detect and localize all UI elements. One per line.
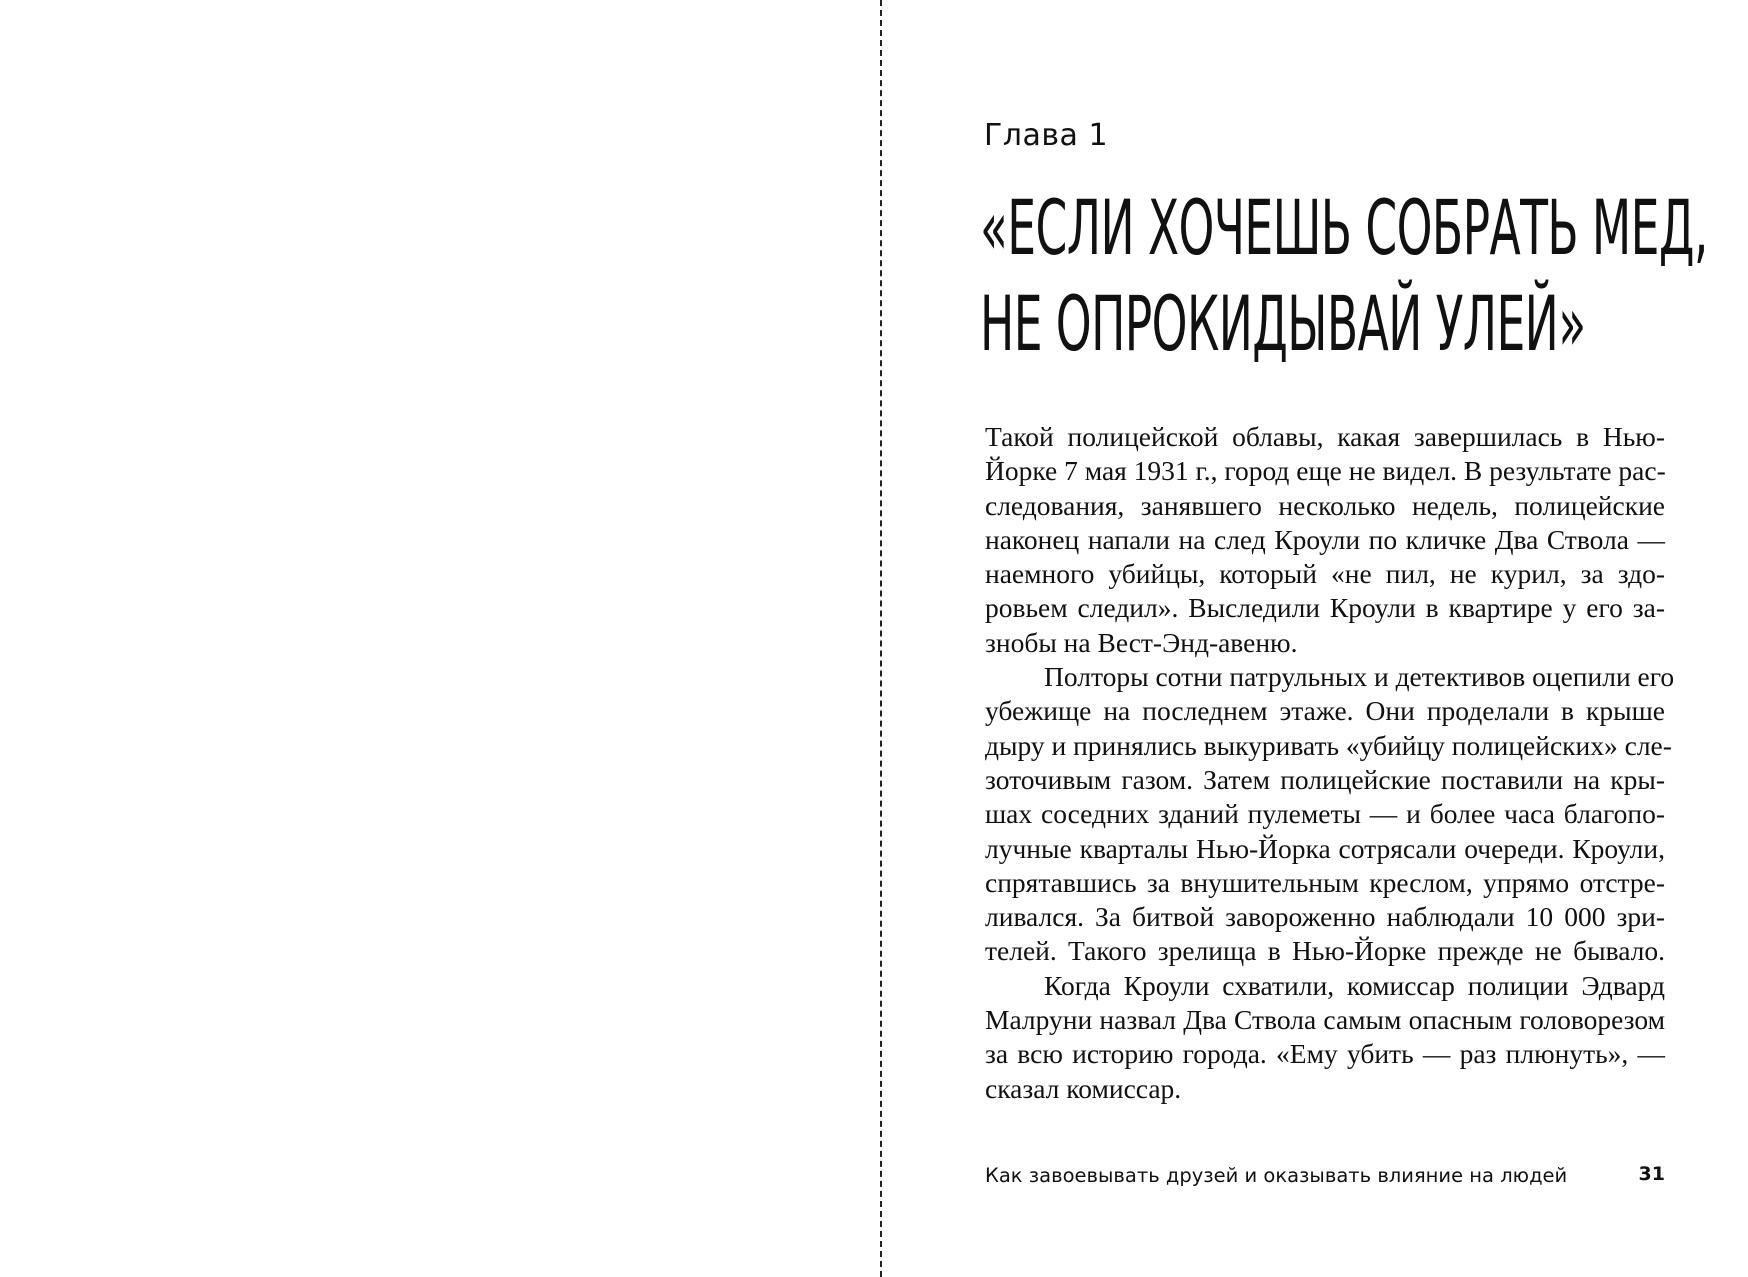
body-line: Йорке 7 мая 1931 г., город еще не видел. В результате рас- [985,455,1666,487]
body-line: дыру и принялись выкуривать «убийцу полицейских» сле- [985,729,1672,761]
body-line: ровьем следил». Выследили Кроули в квартире у его за- [985,592,1665,624]
body-line: наконец напали на след Кроули по кличке Два Ствола — [985,523,1665,555]
body-line: наемного убийцы, который «не пил, не курил, за здо- [985,558,1665,590]
body-line: следования, занявшего несколько недель, полицейские [985,489,1665,521]
page-number: 31 [1638,1163,1665,1185]
right-page [882,0,1748,1277]
body-line: телей. Такого зрелища в Нью-Йорке прежде не бывало. [985,935,1665,967]
body-line: Такой полицейской облавы, какая завершилась в Нью- [985,421,1665,452]
body-line: за всю историю города. «Ему убить — раз плюнуть», — [985,1038,1665,1070]
body-line: шах соседних зданий пулеметы — и более часа благопо- [985,798,1665,830]
chapter-title-line-2: НЕ ОПРОКИДЫВАЙ УЛЕЙ» [980,279,1586,368]
body-text [985,420,1675,1106]
chapter-label: Глава 1 [984,118,1109,153]
page-footer [985,1164,1665,1194]
body-line: Малруни назвал Два Ствола самым опасным головорезом [985,1004,1665,1036]
chapter-title [980,180,1708,372]
body-line: Полторы сотни патрульных и детективов оцепили его [1044,661,1675,693]
chapter-title-line-1: «ЕСЛИ ХОЧЕШЬ СОБРАТЬ МЕД, [980,183,1708,272]
body-line: убежище на последнем этаже. Они проделали в крыше [985,695,1665,727]
body-line: знобы на Вест-Энд-авеню. [985,626,1298,658]
body-line: лучные кварталы Нью-Йорка сотрясали очереди. Кроули, [985,832,1665,864]
body-line: ливался. За битвой завороженно наблюдали 10 000 зри- [985,901,1665,933]
body-line: сказал комиссар. [985,1072,1182,1104]
body-line: зоточивым газом. Затем полицейские поставили на кры- [985,763,1665,795]
body-line: спрятавшись за внушительным креслом, упрямо отстре- [985,866,1665,898]
running-footer-book-title: Как завоевывать друзей и оказывать влияние на людей [985,1164,1568,1187]
body-line: Когда Кроули схватили, комиссар полиции Эдвард [1044,969,1665,1001]
